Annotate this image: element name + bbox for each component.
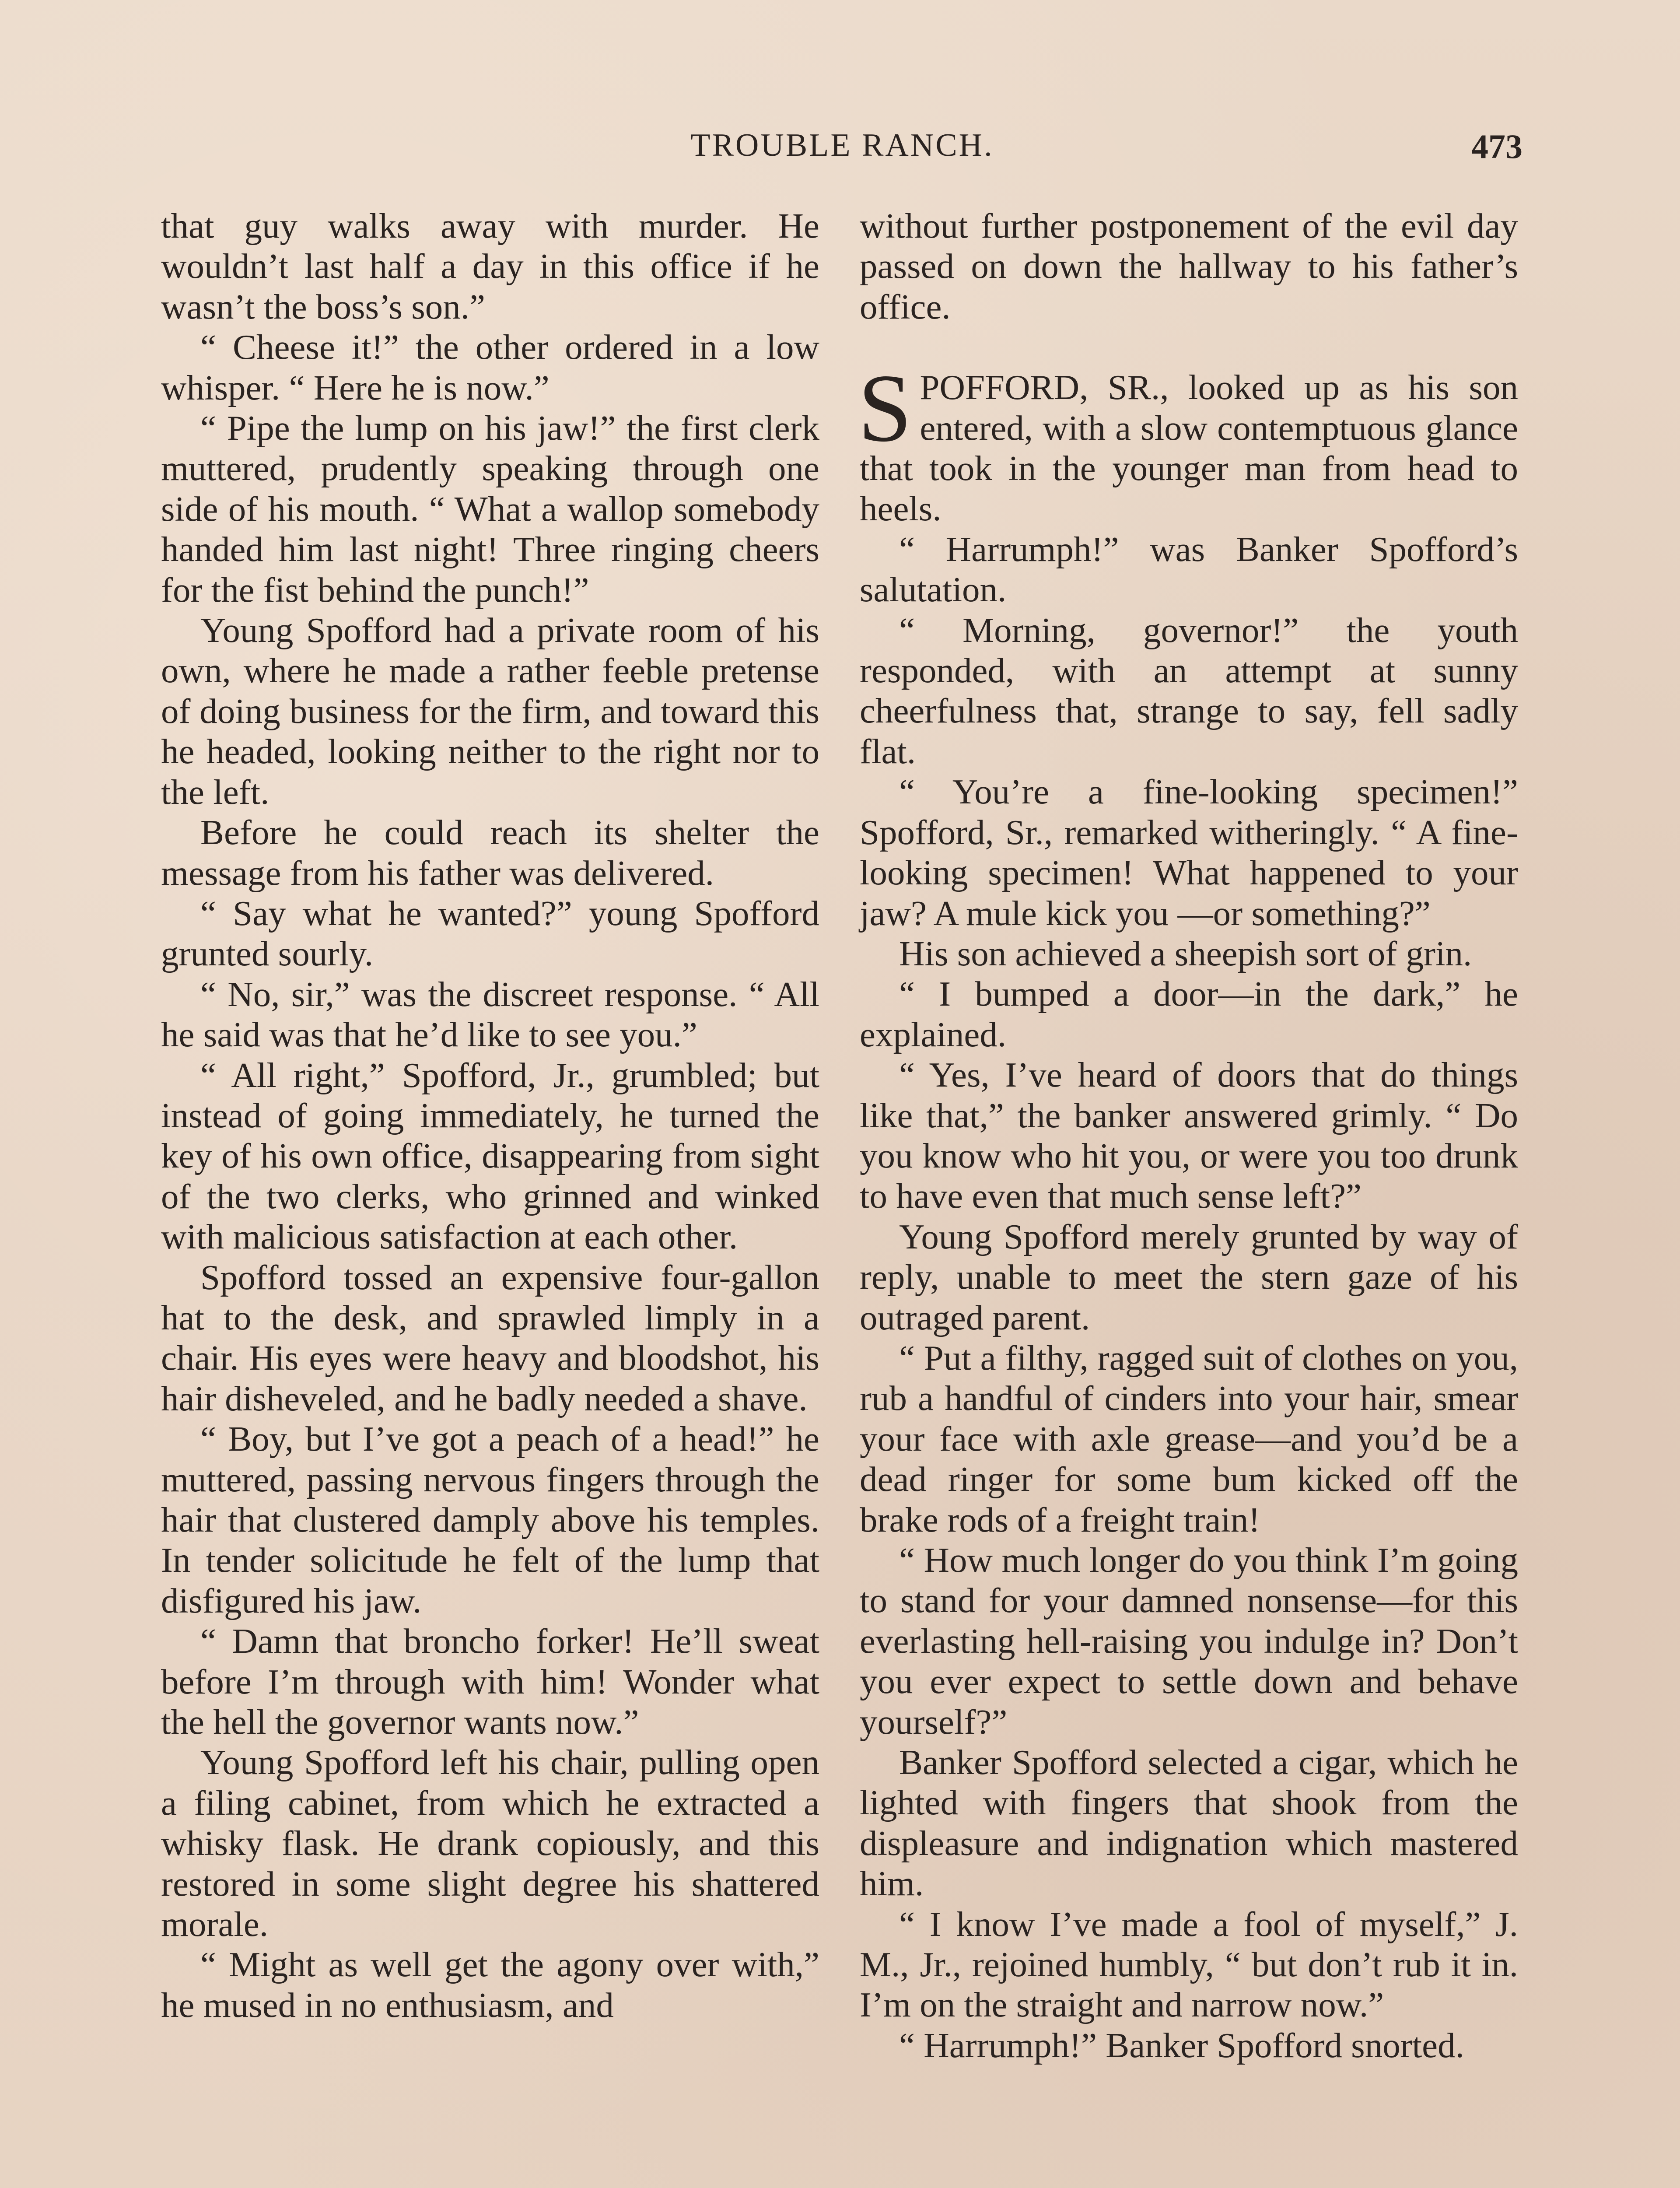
paragraph: “ Morning, governor!” the youth responded, with an attempt at sunny cheerfulness that, strange to say, fell sadly flat. (860, 610, 1518, 771)
paragraph: Young Spofford merely grunted by way of reply, unable to meet the stern gaze of his outraged parent. (860, 1217, 1518, 1337)
page-header (162, 127, 1522, 175)
section-opening-paragraph (858, 354, 1518, 529)
left-column (161, 206, 819, 2025)
page-number: 473 (1471, 127, 1522, 165)
drop-cap: S (858, 354, 912, 463)
paragraph: “ Might as well get the agony over with,” he mused in no enthusiasm, and (161, 1945, 819, 2025)
paragraph: “ Say what he wanted?” young Spofford grunted sourly. (161, 893, 819, 974)
paragraph: without further postponement of the evil day passed on down the hallway to his father’s office. (860, 206, 1518, 326)
paragraph: Spofford tossed an expensive four-gallon hat to the desk, and sprawled limply in a chair. His eyes were heavy and bloodshot, his hair disheveled, and he badly needed a shave. (161, 1257, 819, 1418)
paragraph: “ Harrumph!” Banker Spofford snorted. (899, 2025, 1464, 2065)
right-column (860, 206, 1518, 2065)
paragraph: “ Damn that broncho forker! He’ll sweat before I’m through with him! Wonder what the hell the governor wants now.” (161, 1621, 819, 1742)
running-title: TROUBLE RANCH. (690, 127, 994, 163)
paragraph: “ How much longer do you think I’m going to stand for your damned nonsense—for this everlasting hell-raising you indulge in? Don’t you ever expect to settle down and behave yourself?” (860, 1540, 1518, 1742)
paragraph: “ Cheese it!” the other ordered in a low whisper. “ Here he is now.” (161, 327, 819, 407)
paragraph: Young Spofford had a private room of his own, where he made a rather feeble pretense of doing business for the firm, and toward this he headed, looking neither to the right nor to the left. (161, 610, 819, 812)
paragraph: Banker Spofford selected a cigar, which he lighted with fingers that shook from the displeasure and indignation which mastered him. (860, 1743, 1518, 1904)
paragraph: Young Spofford left his chair, pulling open a filing cabinet, from which he extracted a whisky flask. He drank copiously, and this restored in some slight degree his shattered morale. (161, 1743, 819, 1944)
paragraph: “ Put a filthy, ragged suit of clothes on you, rub a handful of cinders into your hair, smear your face with axle grease—and you’d be a dead ringer for some bum kicked off the brake rods of a freight train! (860, 1338, 1518, 1539)
paragraph: “ All right,” Spofford, Jr., grumbled; but instead of going immediately, he turned the key of his own office, disappearing from sight of the two clerks, who grinned and winked with malicious satisfaction at each other. (161, 1055, 819, 1257)
paragraph: Before he could reach its shelter the message from his father was delivered. (161, 813, 819, 893)
paragraph: “ Yes, I’ve heard of doors that do things like that,” the banker answered grimly. “ Do you know who hit you, or were you too drunk to have even that much sense left?” (860, 1055, 1518, 1216)
section-opening-text: POFFORD, SR., looked up as his son entered, with a slow contemptuous glance that took in the younger man from head to heels. (860, 368, 1518, 529)
paragraph: “ I know I’ve made a fool of myself,” J. M., Jr., rejoined humbly, “ but don’t rub it in. I’m on the straight and narrow now.” (860, 1904, 1518, 2025)
paragraph: “ Pipe the lump on his jaw!” the first clerk muttered, prudently speaking through one side of his mouth. “ What a wallop somebody handed him last night! Three ringing cheers for the fist behind the punch!” (161, 408, 819, 610)
paragraph: “ You’re a fine-looking specimen!” Spofford, Sr., remarked witheringly. “ A fine-looking specimen! What happened to your jaw? A mule kick you —or something?” (860, 772, 1518, 933)
paragraph: “ I bumped a door—in the dark,” he explained. (860, 974, 1518, 1054)
paragraph: “ No, sir,” was the discreet response. “ All he said was that he’d like to see you.” (161, 974, 819, 1055)
paragraph: His son achieved a sheepish sort of grin. (899, 933, 1472, 973)
paragraph: “ Harrumph!” was Banker Spofford’s salutation. (860, 529, 1518, 610)
paragraph: “ Boy, but I’ve got a peach of a head!” he muttered, passing nervous fingers through the hair that clustered damply above his temples. In tender solicitude he felt of the lump that disfigured his jaw. (161, 1419, 819, 1620)
paragraph: that guy walks away with murder. He wouldn’t last half a day in this office if he wasn’t the boss’s son.” (161, 206, 819, 326)
